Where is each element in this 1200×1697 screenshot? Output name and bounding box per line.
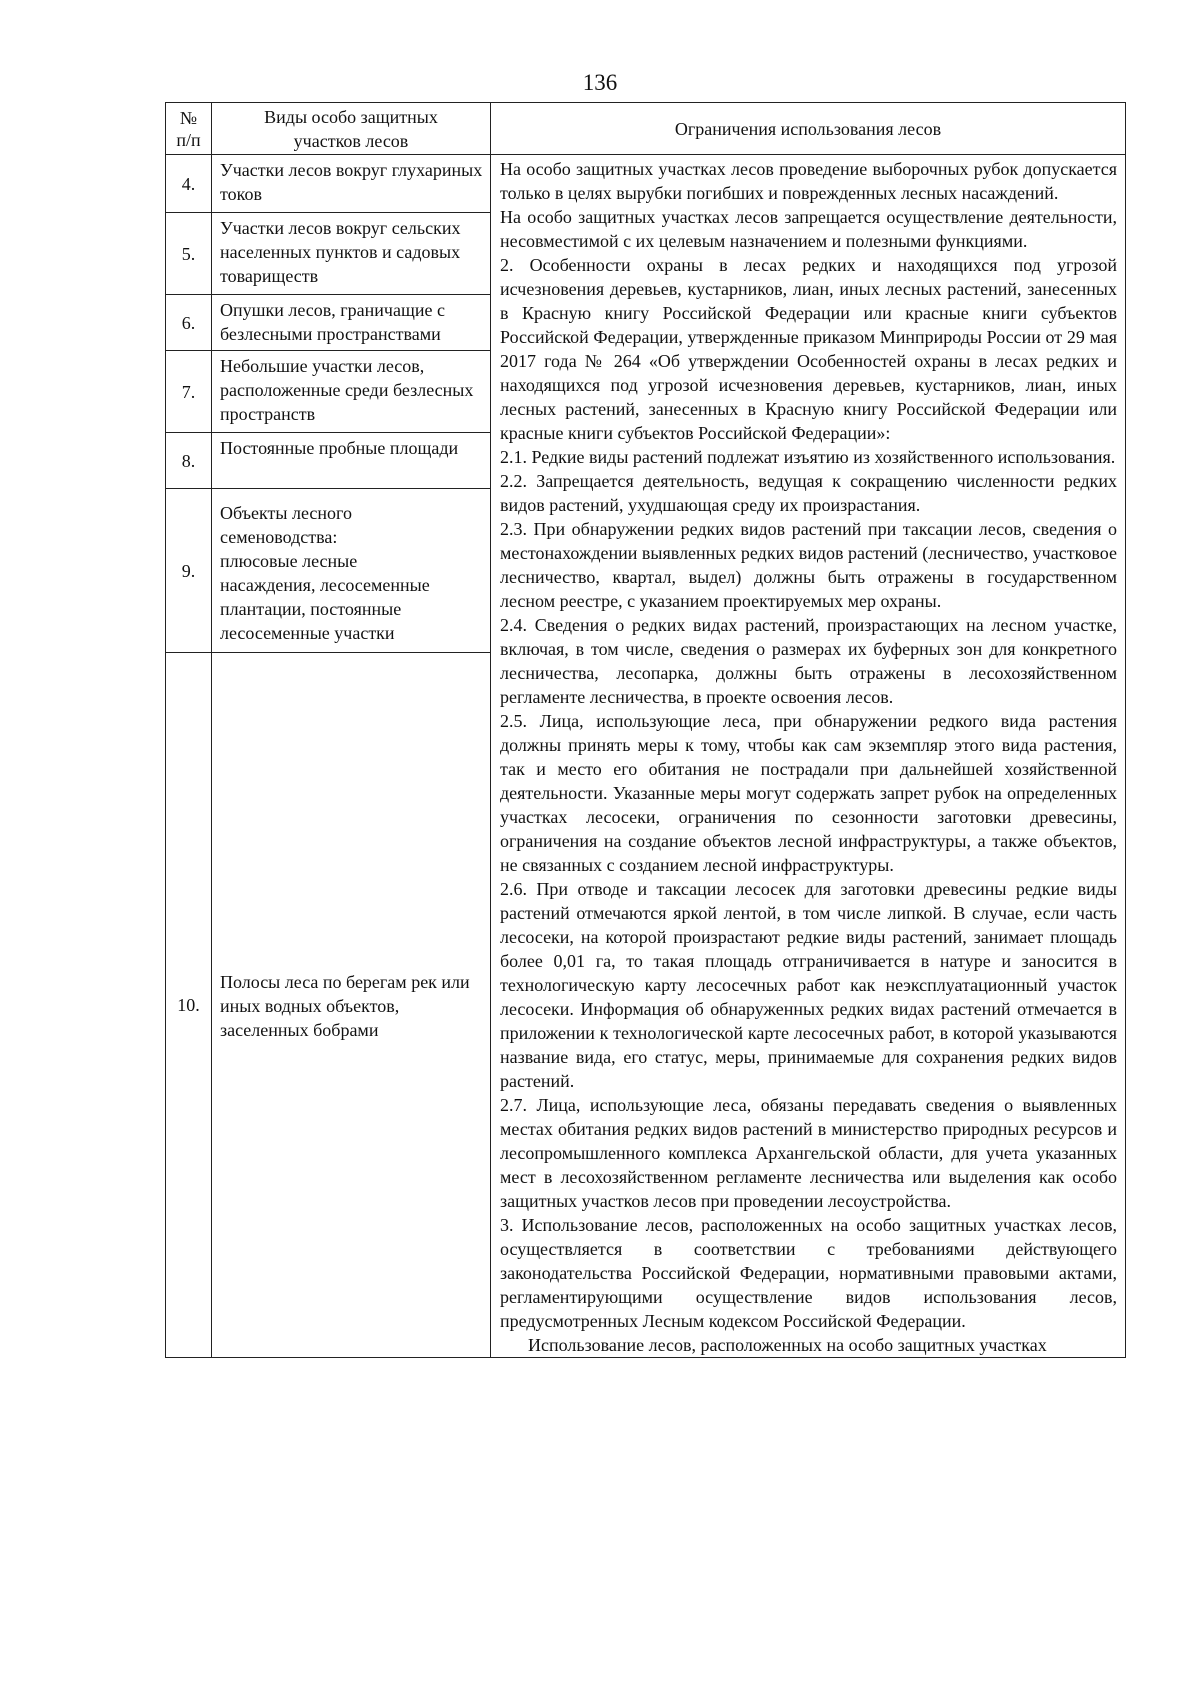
row-number: 10.	[166, 653, 212, 1358]
restriction-paragraph: Использование лесов, расположенных на особо защитных участках	[528, 1335, 1047, 1355]
restriction-paragraph: 2.2. Запрещается деятельность, ведущая к сокращению численности редких видов растений, ухудшающая среду их произрастания.	[500, 471, 1117, 515]
page-number: 136	[582, 70, 618, 95]
header-type-line2: участков лесов	[293, 130, 409, 151]
row-type-line: лесосеменные участки	[220, 623, 395, 643]
row-number: 4.	[166, 155, 212, 213]
restrictions-table	[165, 102, 1126, 1358]
header-num-abbr: п/п	[176, 129, 201, 150]
row-type-line: семеноводства:	[220, 527, 338, 547]
row-type-line: насаждения, лесосеменные	[220, 575, 430, 595]
row-type-line: плантации, постоянные	[220, 599, 402, 619]
row-number: 7.	[166, 351, 212, 433]
table-row	[166, 155, 1126, 213]
restriction-paragraph: 3. Использование лесов, расположенных на особо защитных участках лесов, осуществляется в соответствии с требованиями действующего законодательства Российской Федерации, нормативными правовыми актами, регламентирующими осуществление видов использования лесов, предусмотренных Лесным кодексом Российской Федерации.	[500, 1215, 1117, 1331]
header-num-cell	[166, 103, 212, 155]
header-restrictions-cell: Ограничения использования лесов	[491, 103, 1126, 155]
table-header-row	[166, 103, 1126, 155]
row-number: 5.	[166, 213, 212, 295]
restriction-paragraph: 2.7. Лица, использующие леса, обязаны передавать сведения о выявленных местах обитания редких видов растений в министерство природных ресурсов и лесопромышленного комплекса Архангельской области, для учета указанных мест в лесохозяйственном регламенте лесничества или выделения как особо защитных участков лесов при проведении лесоустройства.	[500, 1095, 1117, 1211]
restriction-paragraph: На особо защитных участках лесов запрещается осуществление деятельности, несовместимой с их целевым назначением и полезными функциями.	[500, 207, 1117, 251]
row-type: Небольшие участки лесов, расположенные среди безлесных пространств	[212, 351, 491, 433]
row-number: 9.	[166, 489, 212, 653]
restriction-paragraph: На особо защитных участках лесов проведение выборочных рубок допускается только в целях вырубки погибших и поврежденных лесных насаждений.	[500, 159, 1117, 203]
row-type-line: Объекты лесного	[220, 503, 352, 523]
header-type-line1: Виды особо защитных	[264, 106, 438, 127]
header-type-cell	[212, 103, 491, 155]
row-type	[212, 489, 491, 653]
restrictions-text-cell	[491, 155, 1126, 1358]
row-number: 8.	[166, 433, 212, 489]
restriction-paragraph: 2.3. При обнаружении редких видов растений при таксации лесов, сведения о местонахождении выявленных редких видов растений (лесничество, участковое лесничество, квартал, выдел) должны быть отражены в государственном лесном реестре, с указанием проектируемых мер охраны.	[500, 519, 1117, 611]
restriction-paragraph: 2.6. При отводе и таксации лесосек для заготовки древесины редкие виды растений отмечаются яркой лентой, в том числе липкой. В случае, если часть лесосеки, на которой произрастают редкие виды растений, занимает площадь более 0,01 га, то такая площадь отграничивается в натуре и заносится в технологическую карту лесосечных работ как неэксплуатационный участок лесосеки. Информация об обнаруженных редких видах растений отмечается в приложении к технологической карте лесосечных работ, в которой указываются название вида, его статус, меры, принимаемые для сохранения редких видов растений.	[500, 879, 1117, 1091]
header-num-symbol: №	[179, 107, 198, 128]
row-type-line: плюсовые лесные	[220, 551, 358, 571]
restriction-paragraph: 2.4. Сведения о редких видах растений, произрастающих на лесном участке, включая, в том числе, сведения о размерах их буферных зон для конкретного лесничества, лесопарка, должны быть отражены в лесохозяйственном регламенте лесничества, в проекте освоения лесов.	[500, 615, 1117, 707]
restriction-paragraph: 2. Особенности охраны в лесах редких и находящихся под угрозой исчезновения деревьев, кустарников, лиан, иных лесных растений, занесенных в Красную книгу Российской Федерации или красные книги субъектов Российской Федерации, утвержденные приказом Минприроды России от 29 мая 2017 года № 264 «Об утверждении Особенностей охраны в лесах редких и находящихся под угрозой исчезновения деревьев, кустарников, лиан, иных лесных растений, занесенных в Красную книгу Российской Федерации или красные книги субъектов Российской Федерации»:	[500, 255, 1117, 443]
row-type: Опушки лесов, граничащие с безлесными пространствами	[212, 295, 491, 351]
row-type: Участки лесов вокруг глухариных токов	[212, 155, 491, 213]
restriction-paragraph: 2.1. Редкие виды растений подлежат изъятию из хозяйственного использования.	[500, 447, 1116, 467]
row-type: Полосы леса по берегам рек или иных водных объектов, заселенных бобрами	[212, 653, 491, 1358]
row-number: 6.	[166, 295, 212, 351]
row-type: Постоянные пробные площади	[212, 433, 491, 489]
restriction-paragraph: 2.5. Лица, использующие леса, при обнаружении редкого вида растения должны принять меры к тому, чтобы как сам экземпляр этого вида растения, так и место его обитания не пострадали при дальнейшей хозяйственной деятельности. Указанные меры могут содержать запрет рубок на определенных участках лесосеки, ограничения по сезонности заготовки древесины, ограничения на создание объектов лесной инфраструктуры, а также объектов, не связанных с созданием лесной инфраструктуры.	[500, 711, 1117, 875]
row-type: Участки лесов вокруг сельских населенных пунктов и садовых товариществ	[212, 213, 491, 295]
